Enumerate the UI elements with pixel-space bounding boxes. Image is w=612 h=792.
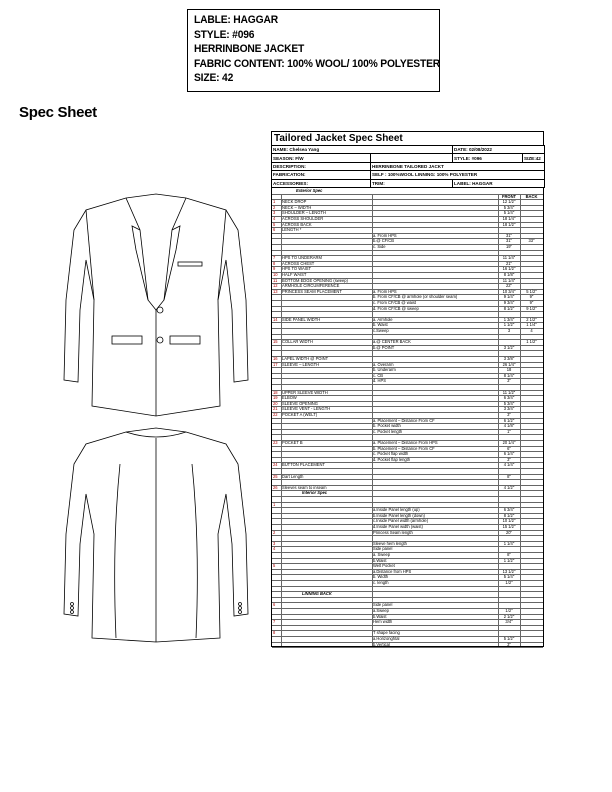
- row-sub-description: T shape facing: [373, 630, 400, 636]
- row-back-value: 1 1/2": [526, 339, 537, 345]
- row-sub-description: c. Pocket length: [373, 428, 403, 434]
- row-number: 14: [273, 316, 278, 322]
- row-front-value: 8 1/4": [503, 372, 515, 378]
- row-sub-description: Side panel: [373, 546, 393, 552]
- row-description: LAPEL WIDTH @ POINT: [282, 355, 329, 361]
- row-description: ARMHOLE CIRCUMFERENCE: [282, 283, 340, 289]
- row-sub-description: a.@ CENTER BACK: [373, 339, 411, 345]
- row-front-value: 6 1/4": [503, 451, 515, 457]
- row-front-value: 8 1/8": [503, 271, 515, 277]
- row-front-value: 6 3/4": [503, 507, 515, 513]
- row-number: 6: [273, 227, 276, 233]
- row-back-value: 4: [530, 327, 533, 333]
- row-sub-description: d. Pocket flap length: [373, 456, 411, 462]
- row-description: HPS TO WAIST: [282, 266, 312, 272]
- row-front-value: 26 1/4": [502, 361, 516, 367]
- jacket-back-sketch: [56, 424, 256, 646]
- row-description: SIDE PANEL WIDTH: [282, 316, 321, 322]
- row-number: 1: [273, 501, 276, 507]
- row-sub-description: c.Sweep: [373, 327, 389, 333]
- row-front-value: 4 1/8": [503, 423, 515, 429]
- row-front-value: 22": [505, 283, 512, 289]
- row-front-value: 11 1/4": [502, 255, 516, 261]
- row-back-value: 9": [529, 299, 534, 305]
- column-divider: [372, 194, 373, 647]
- row-sub-description: b.Inside Panel length (down): [373, 512, 425, 518]
- row-front-value: 8 1/2": [503, 512, 515, 518]
- row-number: 15: [273, 339, 278, 345]
- row-sub-description: b.Waist: [373, 557, 387, 563]
- row-back-value: 1 1/4": [526, 322, 537, 328]
- row-sub-description: Hem width: [373, 619, 393, 625]
- row-front-value: 1 1/4": [503, 540, 515, 546]
- row-sub-description: a.Sweep: [373, 607, 389, 613]
- row-number: 17: [273, 361, 278, 367]
- back-column-header: BACK: [525, 193, 538, 199]
- row-number: 8: [273, 630, 276, 636]
- row-sub-description: a. Sweep: [373, 551, 391, 557]
- label-line: LABLE: HAGGAR: [194, 14, 278, 26]
- row-sub-description: a.Inside Panel length (up): [373, 507, 420, 513]
- row-description: POCKET A (WELT): [282, 411, 318, 417]
- row-front-value: 10 3/4": [502, 288, 516, 294]
- row-sub-description: c.Inside Panel width (armhole): [373, 518, 429, 524]
- row-front-value: 5 3/4": [503, 204, 515, 210]
- row-number: 20: [273, 400, 278, 406]
- size-line: SIZE: 42: [194, 72, 234, 85]
- row-front-value: 5 1/4": [503, 574, 515, 580]
- fabrication-label: FABRICATION:: [272, 171, 371, 179]
- row-front-value: 1 3/4": [503, 316, 515, 322]
- row-front-value: 8 1/2": [503, 305, 515, 311]
- spec-sheet-table: [271, 131, 544, 647]
- row-number: 16: [273, 355, 278, 361]
- empty-cell: [371, 154, 453, 162]
- row-number: 24: [273, 462, 278, 468]
- row-number: 18: [273, 389, 278, 395]
- row-front-value: 4 1/2": [503, 484, 515, 490]
- row-back-value: 5 1/2": [526, 288, 537, 294]
- trim-label: TRIM:: [371, 179, 453, 187]
- row-sub-description: b. Waist: [373, 322, 388, 328]
- column-divider: [498, 194, 499, 647]
- row-number: 2: [273, 204, 276, 210]
- row-back-value: 9": [529, 294, 534, 300]
- row-number: 19: [273, 395, 278, 401]
- row-sub-description: a. From HPS: [373, 288, 397, 294]
- row-sub-description: a.Distance from HPS: [373, 568, 412, 574]
- row-description: NECK DROP: [282, 199, 307, 205]
- row-sub-description: Welt Pocket: [373, 563, 395, 569]
- row-sub-description: b. Width: [373, 574, 389, 580]
- row-front-value: 31": [505, 232, 512, 238]
- row-number: 26: [273, 484, 278, 490]
- row-description: HPS TO UNDERARM: [282, 255, 322, 261]
- row-sub-description: b. Placement – Distance From CF: [373, 445, 435, 451]
- row-description: SLEEVE VENT - LENGTH: [282, 406, 331, 412]
- row-number: 7: [273, 255, 276, 261]
- row-sub-description: d. HPS: [373, 378, 386, 384]
- row-sub-description: b. From CF/CB @ armhole (or shoulder seam): [373, 294, 458, 300]
- exterior-spec-heading: Exterior Spec: [296, 187, 323, 193]
- row-front-value: 8": [507, 551, 511, 557]
- row-description: LINNING BACK: [302, 591, 332, 597]
- front-column-header: FRONT: [501, 193, 517, 199]
- row-front-value: 20 1/4": [502, 439, 516, 445]
- row-description: ACROSS SHOULDER: [282, 215, 324, 221]
- row-number: 13: [273, 288, 278, 294]
- row-front-value: 18 1/4": [502, 215, 516, 221]
- row-description: SLEEVE OPENING: [282, 400, 318, 406]
- row-description: Interior Spec: [302, 490, 328, 496]
- row-sub-description: a. Armhole: [373, 316, 393, 322]
- row-description: UPPER SLEEVE WIDTH: [282, 389, 328, 395]
- row-sub-description: Princess Seam length: [373, 529, 413, 535]
- row-front-value: 1 1/2": [503, 557, 515, 563]
- row-front-value: 21": [505, 260, 512, 266]
- row-front-value: 1": [507, 428, 511, 434]
- row-description: ELBOW: [282, 395, 297, 401]
- page-title: Spec Sheet: [19, 104, 97, 121]
- row-number: 23: [273, 439, 278, 445]
- row-description: ACROSS BACK: [282, 221, 312, 227]
- row-front-value: 11 1/4": [502, 277, 516, 283]
- row-sub-description: Side panel: [373, 602, 393, 608]
- row-front-value: 18 1/2": [502, 221, 516, 227]
- row-number: 5: [273, 221, 276, 227]
- fabric-content-line: FABRIC CONTENT: 100% WOOL/ 100% POLYESTER: [194, 57, 441, 70]
- row-sub-description: a. Placement – Distance From HPS: [373, 439, 438, 445]
- row-front-value: 1/2": [505, 579, 513, 585]
- row-number: 3: [273, 210, 276, 216]
- row-sub-description: c. From CF/CB @ waist: [373, 299, 417, 305]
- row-number: 4: [273, 546, 276, 552]
- row-description: Sleeves seam to inseam: [282, 484, 327, 490]
- description-label: DESCRIPTION:: [272, 162, 371, 170]
- row-front-value: 6 1/2": [503, 417, 515, 423]
- garment-line: HERRINBONE JACKET: [194, 43, 305, 56]
- row-number: 4: [273, 215, 276, 221]
- row-description: SLEEVE – LENGTH: [282, 361, 320, 367]
- row-sub-description: a.Horizonghtal: [373, 635, 400, 641]
- column-divider: [281, 194, 282, 647]
- row-sub-description: d. From CF/CB @ sweep: [373, 305, 419, 311]
- row-number: 5: [273, 563, 276, 569]
- row-description: LENGTH *: [282, 227, 302, 233]
- row-front-value: 12 1/2": [502, 199, 516, 205]
- row-number: 9: [273, 266, 276, 272]
- row-number: 7: [273, 619, 276, 625]
- row-number: 2: [273, 529, 276, 535]
- row-number: 6: [273, 602, 276, 608]
- row-number: 10: [273, 271, 278, 277]
- row-front-value: 19": [505, 243, 512, 249]
- row-back-value: 33": [528, 238, 535, 244]
- row-front-value: 1 1/2": [503, 322, 515, 328]
- row-back-value: 9 1/2": [526, 305, 537, 311]
- row-sub-description: d.Inside Panel width (waist): [373, 523, 423, 529]
- row-number: 3: [273, 540, 276, 546]
- row-number: 25: [273, 473, 278, 479]
- row-sub-description: a. Overarm: [373, 361, 394, 367]
- measurement-grid: [271, 188, 544, 647]
- row-number: 21: [273, 406, 278, 412]
- column-divider: [520, 194, 521, 647]
- name-cell: NAME: Chelsea Yang: [272, 146, 453, 154]
- row-front-value: 13 1/2": [502, 568, 516, 574]
- row-number: 22: [273, 411, 278, 417]
- row-sub-description: c. length: [373, 579, 389, 585]
- row-front-value: 3: [507, 327, 511, 333]
- row-front-value: 9 1/4": [503, 294, 515, 300]
- row-description: ACROSS CHEST: [282, 260, 315, 266]
- style-line: STYLE: #096: [194, 28, 255, 41]
- row-front-value: 18: [506, 367, 512, 373]
- row-sub-description: b. Underarm: [373, 367, 396, 373]
- row-number: 1: [273, 199, 276, 205]
- row-front-value: 5 3/4": [503, 400, 515, 406]
- row-front-value: 31": [505, 238, 512, 244]
- row-description: BUTTON PLACEMENT: [282, 462, 325, 468]
- row-front-value: 3 1/2": [503, 344, 515, 350]
- row-front-value: 10 1/2": [502, 518, 516, 524]
- row-front-value: 20": [505, 529, 512, 535]
- row-sub-description: b.Vertical: [373, 641, 390, 647]
- label-info-box: [187, 9, 440, 92]
- row-front-value: 3": [507, 456, 511, 462]
- row-front-value: 4 1/4": [503, 462, 515, 468]
- sheet-title: Tailored Jacket Spec Sheet: [271, 131, 544, 145]
- row-sub-description: b.@ CF/CB: [373, 238, 394, 244]
- row-front-value: 8": [507, 473, 511, 479]
- row-front-value: 6 3/4": [503, 395, 515, 401]
- row-front-value: 2 1/2": [503, 613, 515, 619]
- row-description: COLLAR WIDTH: [282, 339, 313, 345]
- row-sub-description: a. Placement – Distance From CF: [373, 417, 435, 423]
- accessories-label: ACCESSORIES:: [272, 179, 371, 187]
- row-front-value: 6": [507, 445, 511, 451]
- label-value: LABEL: HAGGAR: [453, 179, 545, 187]
- row-front-value: 3 3/8": [503, 355, 515, 361]
- row-number: 11: [273, 277, 278, 283]
- row-number: 8: [273, 260, 276, 266]
- row-description: NECK – WIDTH: [282, 204, 312, 210]
- row-front-value: 1/2": [505, 607, 513, 613]
- size-cell: SIZE:42: [523, 154, 545, 162]
- row-description: Dart Length: [282, 473, 304, 479]
- row-front-value: 11 1/2": [502, 389, 516, 395]
- description-value: HERRINBONE TAILORED JACKT: [371, 162, 545, 170]
- row-front-value: 5 1/4": [503, 210, 515, 216]
- row-description: BOTTOM EDGE OPENING (sweep): [282, 277, 348, 283]
- row-front-value: 15 1/2": [502, 523, 516, 529]
- row-front-value: 3": [507, 411, 511, 417]
- date-cell: DATE: 02/08/2022: [453, 146, 545, 154]
- row-sub-description: b.@ POINT: [373, 344, 395, 350]
- row-sub-description: c. CB: [373, 372, 384, 378]
- row-description: HALF WAIST: [282, 271, 307, 277]
- row-front-value: 3": [507, 641, 511, 647]
- row-description: POCKET B: [282, 439, 303, 445]
- row-sub-description: c. Pocket flap width: [373, 451, 409, 457]
- row-description: PRINCESS SEAM PLACEMENT: [282, 288, 342, 294]
- style-cell: STYLE: #096: [453, 154, 523, 162]
- sheet-header-table: [271, 145, 545, 188]
- table-row: [272, 642, 543, 649]
- row-front-value: 3": [507, 378, 511, 384]
- row-number: 12: [273, 283, 278, 289]
- jacket-front-sketch: [56, 190, 256, 418]
- row-sub-description: Sleeve hem length: [373, 540, 407, 546]
- row-description: SHOULDER – LENGTH: [282, 210, 326, 216]
- row-sub-description: a. From HPS: [373, 232, 397, 238]
- row-front-value: 16 1/2": [502, 266, 516, 272]
- row-front-value: 5 1/2": [503, 635, 515, 641]
- season-cell: SEASON: F/W: [272, 154, 371, 162]
- row-front-value: 3 3/4": [503, 406, 515, 412]
- row-front-value: 9 3/4": [503, 299, 515, 305]
- row-sub-description: b. Pocket width: [373, 423, 401, 429]
- fabrication-value: SELF : 100%WOOL LINNING: 100% POLYESTER: [371, 171, 545, 179]
- row-sub-description: b.Waist: [373, 613, 387, 619]
- row-back-value: 2 1/2": [526, 316, 537, 322]
- row-front-value: 3/4": [505, 619, 513, 625]
- row-sub-description: c. Side: [373, 243, 386, 249]
